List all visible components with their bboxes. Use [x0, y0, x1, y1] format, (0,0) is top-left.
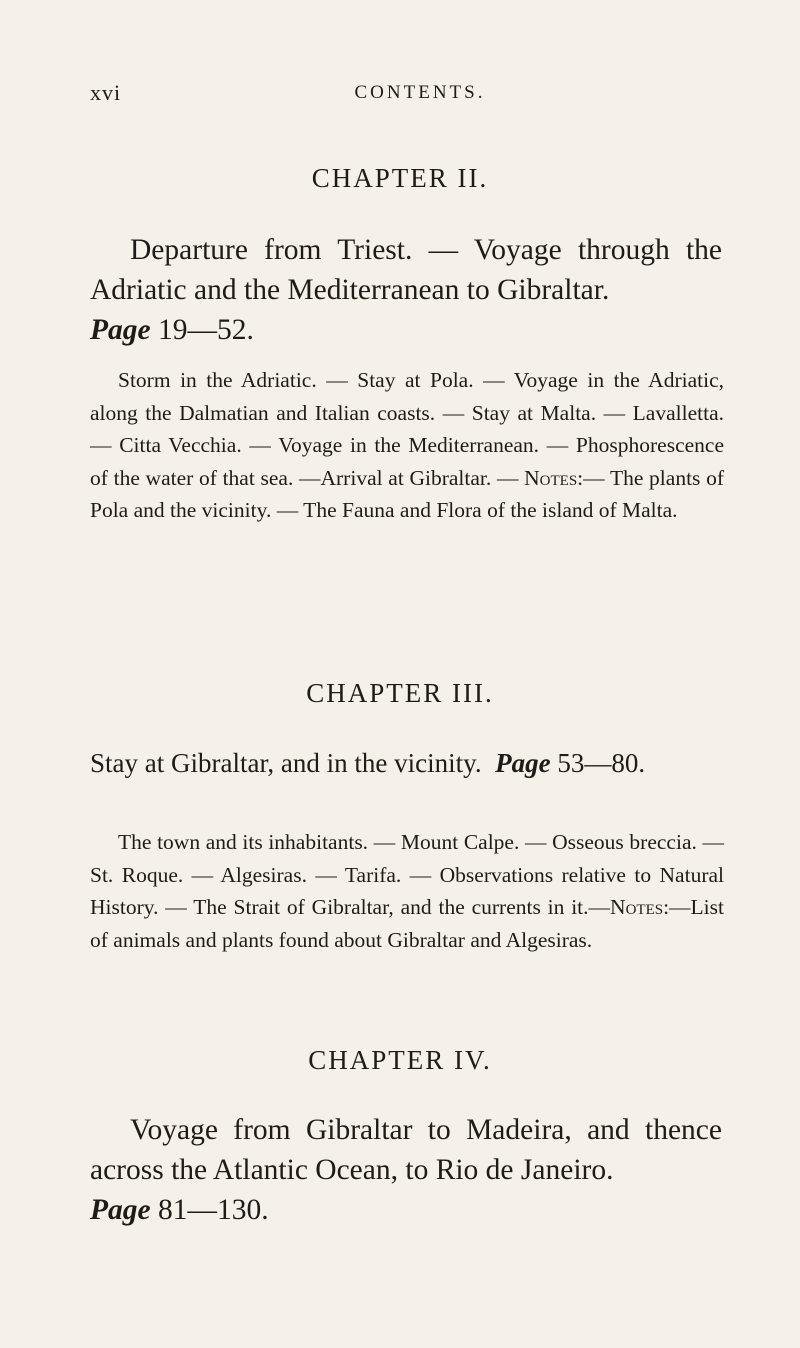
page-label: Page [495, 748, 551, 778]
chapter-summary-3: The town and its inhabitants. — Mount Calpe. — Osseous breccia. — St. Roque. — Algesiras. — Tarifa. — Observations relative to Natural History. — The Strait of Gibraltar, and the currents in it.—Notes:—List of animals and plants found about Gibraltar and Algesiras. [90, 830, 724, 952]
notes-label: Notes [524, 465, 578, 490]
notes-label: Notes [610, 895, 664, 919]
page-range: 19—52. [158, 314, 254, 346]
page-reference [488, 748, 645, 778]
page-reference [90, 1190, 722, 1230]
page-range: 53—80. [557, 748, 646, 778]
page-label: Page [90, 314, 151, 346]
chapter-title-4 [90, 1110, 722, 1230]
chapter-heading-3: CHAPTER III. [306, 678, 494, 708]
chapter-title-text: Voyage from Gibraltar to Madeira, and thence across the Atlantic Ocean, to Rio de Janeiro. [90, 1114, 722, 1186]
chapter-heading-4: CHAPTER IV. [308, 1045, 492, 1075]
chapter-summary-2: Storm in the Adriatic. — Stay at Pola. — Voyage in the Adriatic, along the Dalmatian and Italian coasts. — Stay at Malta. — Lavalletta. — Citta Vecchia. — Voyage in the Mediterranean. — Phosphorescence of the water of that sea. —Arrival at Gibraltar. — Notes:— The plants of Pola and the vicinity. — The Fauna and Flora of the island of Malta. [90, 368, 725, 522]
chapter-heading-2: CHAPTER II. [311, 163, 489, 193]
running-head [90, 80, 710, 110]
running-title: CONTENTS. [354, 82, 486, 103]
chapter-title-2 [90, 230, 722, 350]
page-label: Page [90, 1194, 151, 1226]
page-number: xvi [90, 80, 122, 105]
page-reference [90, 310, 722, 350]
page-range: 81—130. [158, 1194, 269, 1226]
chapter-title-3 [90, 743, 740, 783]
chapter-title-text: Stay at Gibraltar, and in the vicinity. [90, 748, 482, 778]
chapter-title-text: Departure from Triest. — Voyage through the Adriatic and the Mediterranean to Gibraltar. [90, 234, 722, 306]
